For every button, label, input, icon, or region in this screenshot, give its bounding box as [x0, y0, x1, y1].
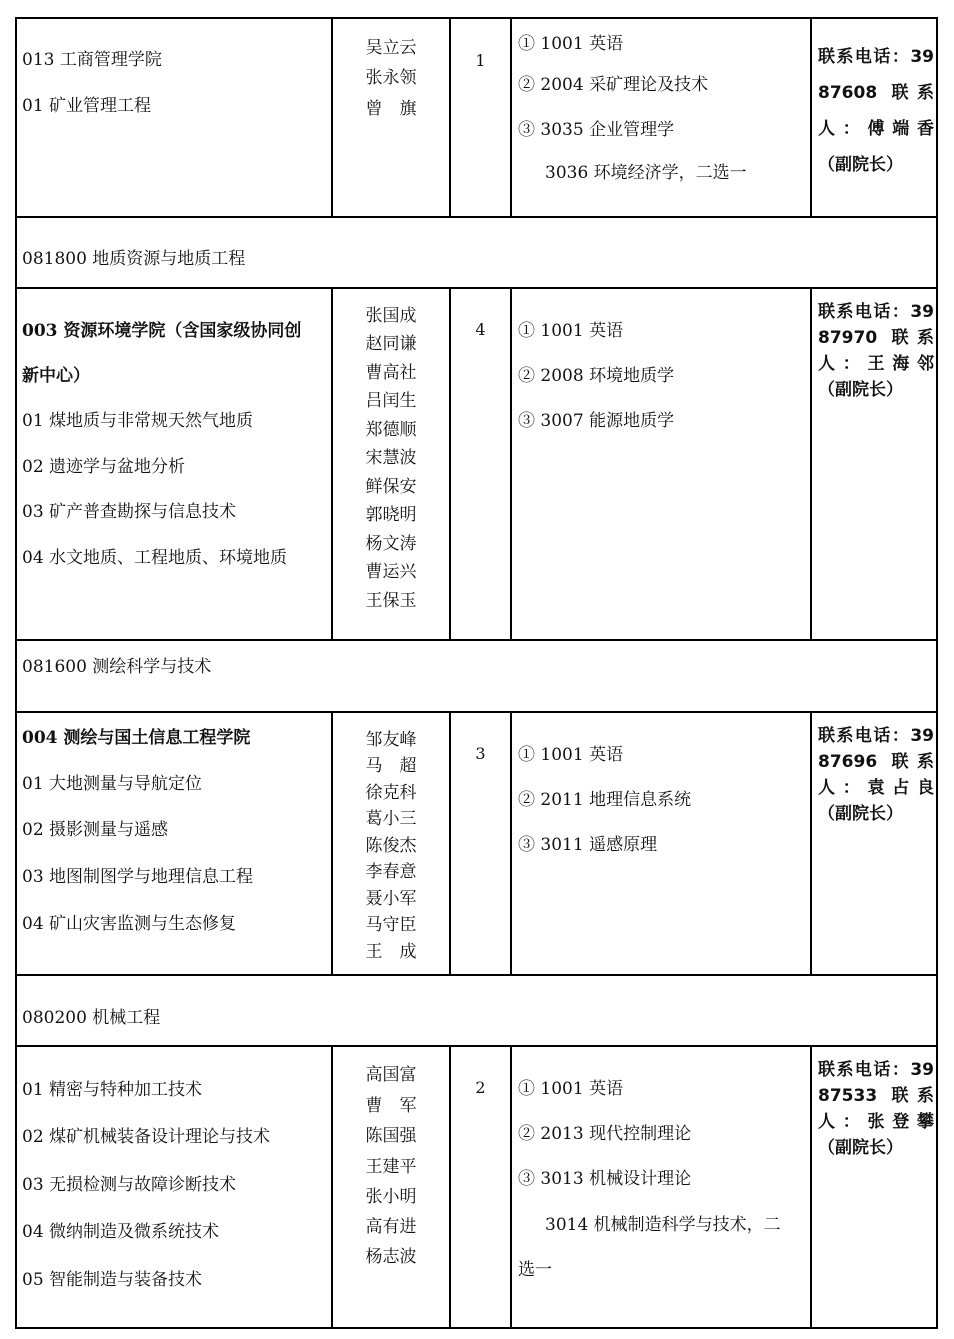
research-direction: 03 矿产普查勘探与信息技术: [22, 502, 237, 522]
exam-subject: ③ 3035 企业管理学: [518, 120, 675, 140]
supervisor-name: 马 超: [365, 756, 417, 776]
grid-line: [510, 711, 512, 976]
research-direction: 04 微纳制造及微系统技术: [22, 1222, 220, 1242]
exam-subject: ③ 3007 能源地质学: [518, 411, 675, 431]
college-name: 新中心）: [22, 366, 90, 386]
quota-value: 3: [475, 744, 486, 763]
research-direction: 04 矿山灾害监测与生态修复: [22, 914, 237, 934]
grid-line: [810, 287, 812, 641]
supervisor-name: 邹友峰: [365, 730, 417, 750]
research-direction: 03 无损检测与故障诊断技术: [22, 1175, 237, 1195]
supervisor-name: 吕闰生: [365, 391, 417, 411]
exam-subject: ① 1001 英语: [518, 745, 624, 765]
exam-subject: ② 2008 环境地质学: [518, 366, 675, 386]
research-direction: 04 水文地质、工程地质、环境地质: [22, 548, 288, 568]
quota-value: 4: [475, 320, 486, 339]
grid-line: [510, 287, 512, 641]
exam-subject: 选一: [518, 1260, 552, 1280]
grid-line: [810, 1045, 812, 1329]
research-direction: 02 遗迹学与盆地分析: [22, 457, 186, 477]
exam-subject: ① 1001 英语: [518, 321, 624, 341]
supervisor-name: 葛小三: [365, 809, 417, 829]
supervisor-name: 郑德顺: [365, 420, 417, 440]
college-name: 004 测绘与国土信息工程学院: [22, 728, 251, 748]
exam-subject: ③ 3011 遥感原理: [518, 835, 658, 855]
supervisor-name: 曹 军: [365, 1096, 417, 1116]
supervisor-name: 鲜保安: [365, 477, 417, 497]
quota-value: 1: [475, 51, 486, 70]
supervisor-name: 曹运兴: [365, 562, 417, 582]
supervisor-name: 宋慧波: [365, 448, 417, 468]
supervisor-name: 聂小军: [365, 889, 417, 909]
research-direction: 01 精密与特种加工技术: [22, 1080, 203, 1100]
supervisor-name: 张小明: [365, 1187, 417, 1207]
supervisor-name: 高有进: [365, 1217, 417, 1237]
contact-cell: [812, 17, 936, 216]
research-direction: 01 煤地质与非常规天然气地质: [22, 411, 254, 431]
supervisor-name: 赵同谦: [365, 334, 417, 354]
discipline-heading: 081800 地质资源与地质工程: [22, 249, 246, 269]
discipline-heading: 081600 测绘科学与技术: [22, 657, 212, 677]
grid-line: [510, 1045, 512, 1329]
supervisor-name: 曹高社: [365, 363, 417, 383]
grid-line: [510, 17, 512, 218]
grid-line: [15, 639, 938, 641]
grid-line: [15, 1327, 938, 1329]
quota-value: 2: [475, 1078, 486, 1097]
research-direction: 02 煤矿机械装备设计理论与技术: [22, 1127, 271, 1147]
supervisor-name: 王保玉: [365, 591, 417, 611]
supervisor-name: 王 成: [365, 942, 417, 962]
contact-info: 联系电话：3987970 联系人：王海邻（副院长）: [818, 302, 934, 400]
exam-subject: ② 2004 采矿理论及技术: [518, 75, 709, 95]
grid-line: [936, 17, 938, 1329]
supervisor-name: 曾 旗: [365, 99, 417, 119]
supervisor-name: 吴立云: [365, 38, 417, 58]
contact-info: 联系电话：3987608 联系人：傅端香（副院长）: [818, 47, 934, 175]
exam-subject: ② 2013 现代控制理论: [518, 1124, 692, 1144]
discipline-heading: 080200 机械工程: [22, 1008, 161, 1028]
research-direction: 05 智能制造与装备技术: [22, 1270, 203, 1290]
grid-line: [15, 17, 17, 1329]
supervisor-name: 李春意: [365, 862, 417, 882]
supervisor-name: 陈俊杰: [365, 836, 417, 856]
grid-line: [15, 711, 938, 713]
supervisor-name: 杨志波: [365, 1247, 417, 1267]
supervisor-name: 张永领: [365, 68, 417, 88]
grid-line: [449, 17, 451, 218]
contact-info: 联系电话：3987696 联系人：袁占良（副院长）: [818, 726, 934, 824]
supervisor-name: 马守臣: [365, 915, 417, 935]
exam-subject: 3014 机械制造科学与技术，二: [545, 1215, 781, 1235]
supervisor-name: 郭晓明: [365, 505, 417, 525]
grid-line: [15, 17, 938, 19]
grid-line: [449, 287, 451, 641]
enrollment-table: [15, 17, 938, 1329]
college-name: 013 工商管理学院: [22, 50, 162, 70]
grid-line: [15, 1045, 938, 1047]
supervisor-name: 陈国强: [365, 1126, 417, 1146]
exam-subject: ③ 3013 机械设计理论: [518, 1169, 692, 1189]
supervisor-name: 王建平: [365, 1157, 417, 1177]
college-name: 003 资源环境学院（含国家级协同创: [22, 321, 302, 341]
research-direction: 01 大地测量与导航定位: [22, 774, 203, 794]
exam-subject: ② 2011 地理信息系统: [518, 790, 692, 810]
exam-subject: 3036 环境经济学，二选一: [545, 163, 747, 183]
grid-line: [15, 974, 938, 976]
research-direction: 03 地图制图学与地理信息工程: [22, 867, 254, 887]
supervisor-name: 张国成: [365, 306, 417, 326]
grid-line: [15, 216, 938, 218]
supervisor-name: 徐克科: [365, 783, 417, 803]
research-direction: 01 矿业管理工程: [22, 96, 152, 116]
supervisor-name: 杨文涛: [365, 534, 417, 554]
exam-subject: ① 1001 英语: [518, 1079, 624, 1099]
grid-line: [15, 287, 938, 289]
research-direction: 02 摄影测量与遥感: [22, 820, 169, 840]
supervisor-name: 高国富: [365, 1065, 417, 1085]
exam-subject: ① 1001 英语: [518, 34, 624, 54]
contact-info: 联系电话：3987533 联系人：张登攀（副院长）: [818, 1060, 934, 1158]
grid-line: [810, 711, 812, 976]
